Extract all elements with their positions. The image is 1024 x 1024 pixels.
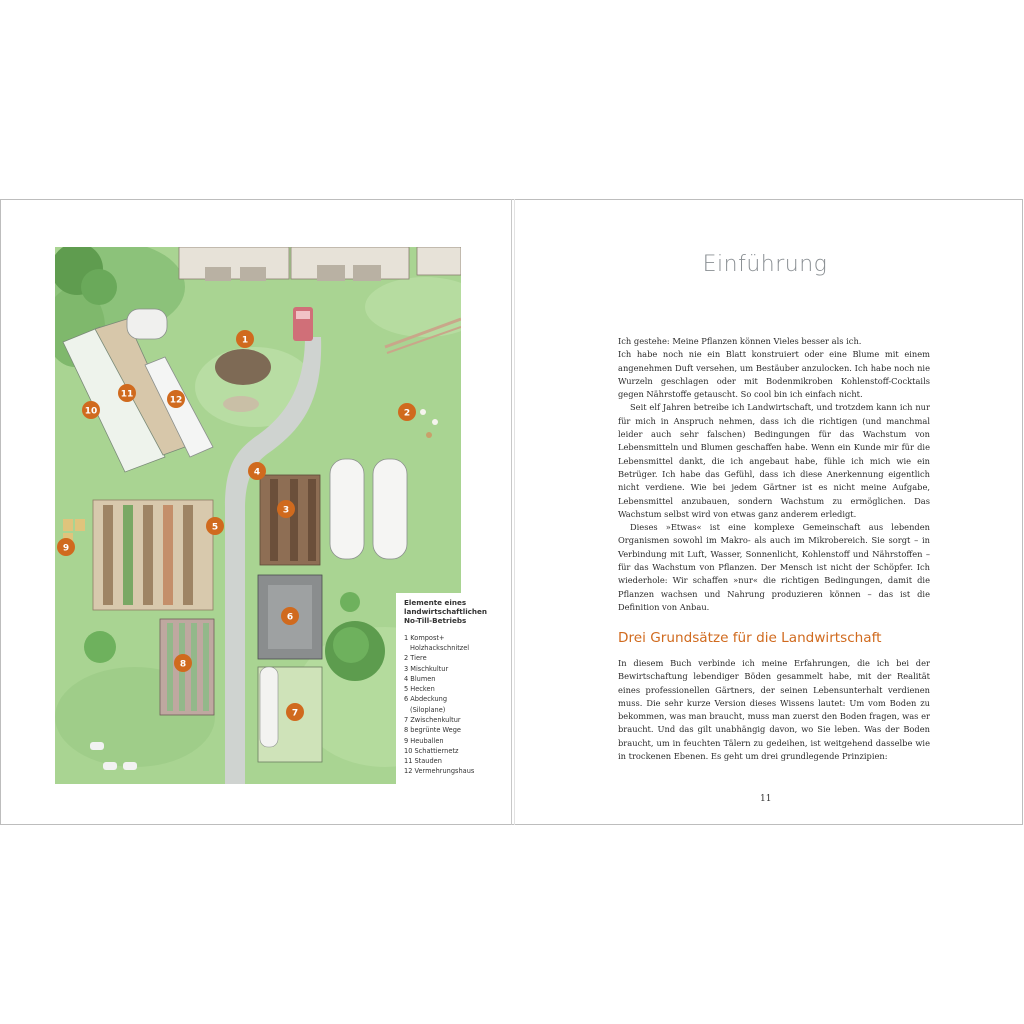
legend-item: 6 Abdeckung xyxy=(404,695,448,704)
barn-right xyxy=(291,247,409,281)
legend-item: 4 Blumen xyxy=(404,674,436,683)
svg-text:12: 12 xyxy=(169,395,183,406)
legend-list xyxy=(396,633,482,777)
paragraph: Ich gestehe: Meine Pflanzen können Vieles besser als ich. xyxy=(618,336,862,346)
marker-2 xyxy=(398,403,416,421)
section-heading: Drei Grundsätze für die Landwirtschaft xyxy=(618,630,882,646)
svg-text:6: 6 xyxy=(286,612,294,623)
svg-text:5: 5 xyxy=(211,522,219,533)
marker-9 xyxy=(57,538,75,556)
barn-left xyxy=(179,247,289,281)
legend-item: 12 Vermehrungshaus xyxy=(404,767,475,776)
svg-text:3: 3 xyxy=(282,505,290,516)
svg-text:7: 7 xyxy=(291,708,299,719)
legend-item: 3 Mischkultur xyxy=(404,664,449,673)
marker-3 xyxy=(277,500,295,518)
legend-item: 5 Hecken xyxy=(404,685,435,694)
svg-text:10: 10 xyxy=(84,406,98,417)
legend-item: 8 begrünte Wege xyxy=(404,726,461,735)
legend-item: 7 Zwischenkultur xyxy=(404,715,461,724)
marker-7 xyxy=(286,703,304,721)
chapter-title: Einführung xyxy=(702,252,828,277)
section-text xyxy=(618,657,930,763)
paragraph: Ich habe noch nie ein Blatt konstruiert oder eine Blume mit einem angenehmen Duft versehen, um Bestäuber anzulocken. Ich habe noch nie Wurzeln geschlagen oder mit Bodenmikroben Kohlenstoff-Cocktails gegen Nährstoffe getauscht. So cool bin ich einfach nicht. xyxy=(618,349,930,400)
marker-11 xyxy=(118,384,136,402)
book-gutter-shadow xyxy=(514,199,515,825)
legend-item: 1 Kompost+ xyxy=(404,633,445,642)
legend-item: 11 Stauden xyxy=(404,757,442,766)
intro-text xyxy=(618,335,930,614)
marker-6 xyxy=(281,607,299,625)
page-number: 11 xyxy=(760,794,772,804)
paragraph: Dieses »Etwas« ist eine komplexe Gemeinschaft aus lebenden Organismen sowohl im Makro- als auch im Mikrobereich. Sie sorgt – in Verbindung mit Luft, Wasser, Sonnenlicht, Kohlenstoff und Nährstoffen – für das Wachstum von Pflanzen. Der Mensch ist nicht der Schöpfer. Ich wiederhole: Wir schaffen »nur« die richtigen Bedingungen, damit die Pflanzen wachsen und Nahrung produzieren können – das ist die Definition von Anbau. xyxy=(618,522,930,612)
marker-12 xyxy=(167,390,185,408)
marker-10 xyxy=(82,401,100,419)
marker-5 xyxy=(206,517,224,535)
legend-item: Holzhackschnitzel xyxy=(410,643,470,652)
legend-item: 2 Tiere xyxy=(404,654,427,663)
svg-text:9: 9 xyxy=(62,543,70,554)
svg-text:1: 1 xyxy=(241,335,249,346)
book-gutter xyxy=(511,199,512,825)
marker-8 xyxy=(174,654,192,672)
svg-text:4: 4 xyxy=(253,467,261,478)
svg-text:8: 8 xyxy=(179,659,187,670)
marker-1 xyxy=(236,330,254,348)
svg-text:2: 2 xyxy=(403,408,411,419)
marker-4 xyxy=(248,462,266,480)
paragraph: In diesem Buch verbinde ich meine Erfahrungen, die ich bei der Bewirtschaftung lebendiger Böden gesammelt habe, mit der Realität eines professionellen Gärtners, der seinen Lebensunterhalt verdienen muss. Die sehr kurze Version dieses Wissens lautet: Um vom Boden zu bekommen, was man braucht, muss man zuerst den Boden fragen, was er braucht. Und das gilt unabhängig davon, wo Sie leben. Was der Boden braucht, um in feuchten Tälern zu gedeihen, ist weitgehend dasselbe wie in trockenen Ebenen. Es geht um drei grundlegende Prinzipien: xyxy=(618,658,930,762)
legend-title: Elemente eines landwirtschaftlichen No-Till-Betriebs xyxy=(404,598,488,626)
legend-item: 10 Schattiernetz xyxy=(404,746,459,755)
legend-item: (Siloplane) xyxy=(410,705,446,714)
illustration-legend xyxy=(396,593,488,785)
svg-text:11: 11 xyxy=(120,389,134,400)
paragraph: Seit elf Jahren betreibe ich Landwirtschaft, und trotzdem kann ich nur für mich in Anspruch nehmen, dass ich die richtigen (und manchmal leider auch sehr falschen) Bedingungen für das Wachstum von Lebensmitteln und Blumen geschaffen habe. Wenn ein Kunde mir für die Lebensmittel dankt, die ich angebaut habe, fühle ich mich wie ein Betrüger. Ich habe das Gefühl, dass ich diese Anerkennung eigentlich nicht verdiene. Wie bei jedem Gärtner ist es nicht meine Aufgabe, Lebensmittel anzubauen, sondern Wachstum zu ermöglichen. Das Wachstum selbst wird von etwas ganz anderem erledigt. xyxy=(618,402,930,519)
legend-item: 9 Heuballen xyxy=(404,736,444,745)
